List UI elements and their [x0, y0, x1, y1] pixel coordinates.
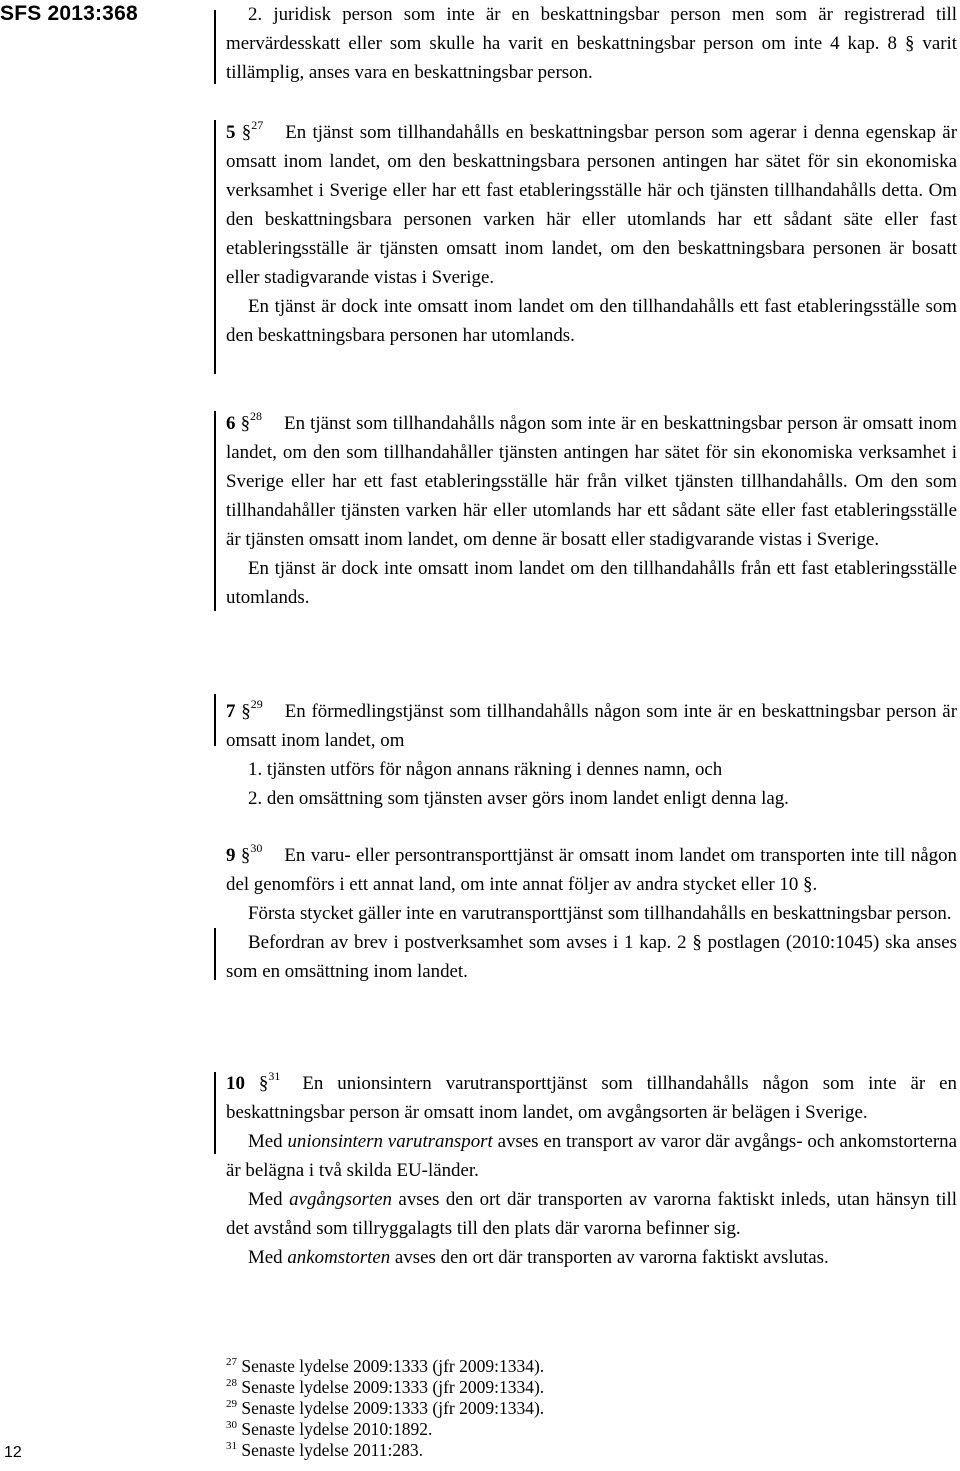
- section-5-heading: [226, 122, 251, 143]
- section-10-paragraph-2: Med unionsintern varutransport avses en transport av varor där avgångs- och ankomstorterna är belägna i två skilda EU-länder.: [226, 1131, 957, 1181]
- footnote-number: 29: [226, 1398, 237, 1411]
- section-5-paragraph-2: En tjänst är dock inte omsatt inom landet om den tillhandahålls ett fast etableringsställe som den beskattningsbara personen har utomlands.: [226, 296, 957, 346]
- change-bar: [214, 694, 216, 746]
- section-7-heading: [226, 701, 251, 722]
- section-6-text-1: En tjänst som tillhandahålls någon som inte är en beskattningsbar person är omsatt inom landet, om den som tillhandahåller tjänsten antingen har sätet för sin ekonomiska verksamhet i Sverige eller har ett fast etableringsställe här från vilket tjänsten tillhandahålls. Om den som tillhandahåller tjänsten varken här eller utomlands har ett sådant säte eller fast etableringsställe är tjänsten omsatt inom landet, om denne är bosatt eller stadigvarande vistas i Sverige.: [226, 413, 957, 550]
- intro-block: [226, 0, 957, 87]
- sfs-identifier: SFS 2013:368: [0, 2, 138, 25]
- footnote-ref: 28: [250, 408, 263, 423]
- section-7: [226, 697, 957, 813]
- defined-term: avgångsorten: [289, 1189, 392, 1210]
- footnote-number: 28: [226, 1377, 237, 1390]
- footnote-ref: 31: [268, 1068, 281, 1083]
- defined-term: ankomstorten: [287, 1247, 391, 1268]
- section-6: [226, 409, 957, 612]
- footnote: [226, 1356, 826, 1377]
- section-6-paragraph-2: En tjänst är dock inte omsatt inom landet om den tillhandahålls från ett fast etableringsställe utomlands.: [226, 558, 957, 608]
- section-6-paragraph-1: [226, 409, 957, 554]
- footnote: [226, 1377, 826, 1398]
- section-10-paragraph-1: [226, 1069, 957, 1127]
- section-9-paragraph-1: [226, 841, 957, 899]
- section-9-paragraph-2: Första stycket gäller inte en varutransporttjänst som tillhandahålls en beskattningsbar person.: [248, 903, 952, 924]
- footnote-text: Senaste lydelse 2009:1333 (jfr 2009:1334).: [241, 1356, 545, 1376]
- section-5-text-1: En tjänst som tillhandahålls en beskattningsbar person som agerar i denna egenskap är omsatt inom landet, om den beskattningsbara personen antingen har sätet för sin ekonomiska verksamhet i Sverige eller har ett fast etableringsställe här och tjänsten tillhandahålls detta. Om den beskattningsbara personen varken här eller utomlands har ett sådant säte eller fast etableringsställe är tjänsten omsatt inom landet, om den beskattningsbara personen är bosatt eller stadigvarande vistas i Sverige.: [226, 122, 957, 288]
- section-10-paragraph-3: Med avgångsorten avses den ort där transporten av varorna faktiskt inleds, utan hänsyn till det avstånd som tillryggalagts till den plats där varorna befinner sig.: [226, 1189, 957, 1239]
- section-9-paragraph-3: Befordran av brev i postverksamhet som avses i 1 kap. 2 § postlagen (2010:1045) ska anses som en omsättning inom landet.: [226, 932, 957, 982]
- change-bar: [214, 1072, 216, 1154]
- section-9: [226, 841, 957, 986]
- change-bar: [214, 10, 216, 84]
- footnote: [226, 1440, 826, 1461]
- footnote: [226, 1419, 826, 1440]
- footnotes: [226, 1356, 826, 1461]
- change-bar: [214, 120, 216, 374]
- section-9-heading: [226, 845, 250, 866]
- section-10-heading: [226, 1073, 268, 1094]
- section-9-text-1: En varu- eller persontransporttjänst är omsatt inom landet om transporten inte till någon del genomförs i ett annat land, om inte annat följer av andra stycket eller 10 §.: [226, 845, 957, 895]
- paragraph-sign: §: [240, 413, 251, 434]
- section-10-text-1: En unionsintern varutransporttjänst som tillhandahålls någon som inte är en beskattningsbar person är omsatt inom landet, om avgångsorten är belägen i Sverige.: [226, 1073, 957, 1123]
- list-item: 2. den omsättning som tjänsten avser görs inom landet enligt denna lag.: [248, 788, 789, 809]
- section-6-heading: [226, 413, 250, 434]
- footnote-number: 31: [226, 1440, 237, 1453]
- section-number: 6: [226, 413, 236, 434]
- section-number: 5: [226, 122, 236, 143]
- intro-paragraph: 2. juridisk person som inte är en beskattningsbar person men som är registrerad till mervärdesskatt eller som skulle ha varit en beskattningsbar person om inte 4 kap. 8 § varit tillämplig, anses vara en beskattningsbar person.: [226, 4, 957, 83]
- footnote-text: Senaste lydelse 2009:1333 (jfr 2009:1334).: [241, 1398, 545, 1418]
- section-7-paragraph-1: [226, 697, 957, 755]
- page-number: 12: [4, 1444, 22, 1461]
- section-10-paragraph-4: Med ankomstorten avses den ort där transporten av varorna faktiskt avslutas.: [248, 1247, 829, 1268]
- list-item: 1. tjänsten utförs för någon annans räkning i dennes namn, och: [248, 759, 723, 780]
- footnote-text: Senaste lydelse 2011:283.: [241, 1440, 423, 1460]
- paragraph-sign: §: [258, 1073, 269, 1094]
- section-7-text-1: En förmedlingstjänst som tillhandahålls någon som inte är en beskattningsbar person är omsatt inom landet, om: [226, 701, 957, 751]
- footnote-ref: 30: [250, 840, 263, 855]
- section-5: [226, 118, 957, 350]
- defined-term: unionsintern varutransport: [287, 1131, 493, 1152]
- section-5-paragraph-1: [226, 118, 957, 292]
- section-number: 7: [226, 701, 236, 722]
- change-bar: [214, 928, 216, 980]
- footnote-ref: 27: [251, 117, 264, 132]
- change-bar: [214, 411, 216, 611]
- paragraph-sign: §: [240, 845, 251, 866]
- paragraph-sign: §: [241, 122, 252, 143]
- footnote-number: 30: [226, 1419, 237, 1432]
- footnote: [226, 1398, 826, 1419]
- footnote-number: 27: [226, 1356, 237, 1369]
- section-number: 9: [226, 845, 236, 866]
- paragraph-sign: §: [241, 701, 251, 722]
- footnote-text: Senaste lydelse 2010:1892.: [241, 1419, 433, 1439]
- footnote-ref: 29: [250, 696, 263, 711]
- footnote-text: Senaste lydelse 2009:1333 (jfr 2009:1334).: [241, 1377, 545, 1397]
- section-10: [226, 1069, 957, 1272]
- section-number: 10: [226, 1073, 245, 1094]
